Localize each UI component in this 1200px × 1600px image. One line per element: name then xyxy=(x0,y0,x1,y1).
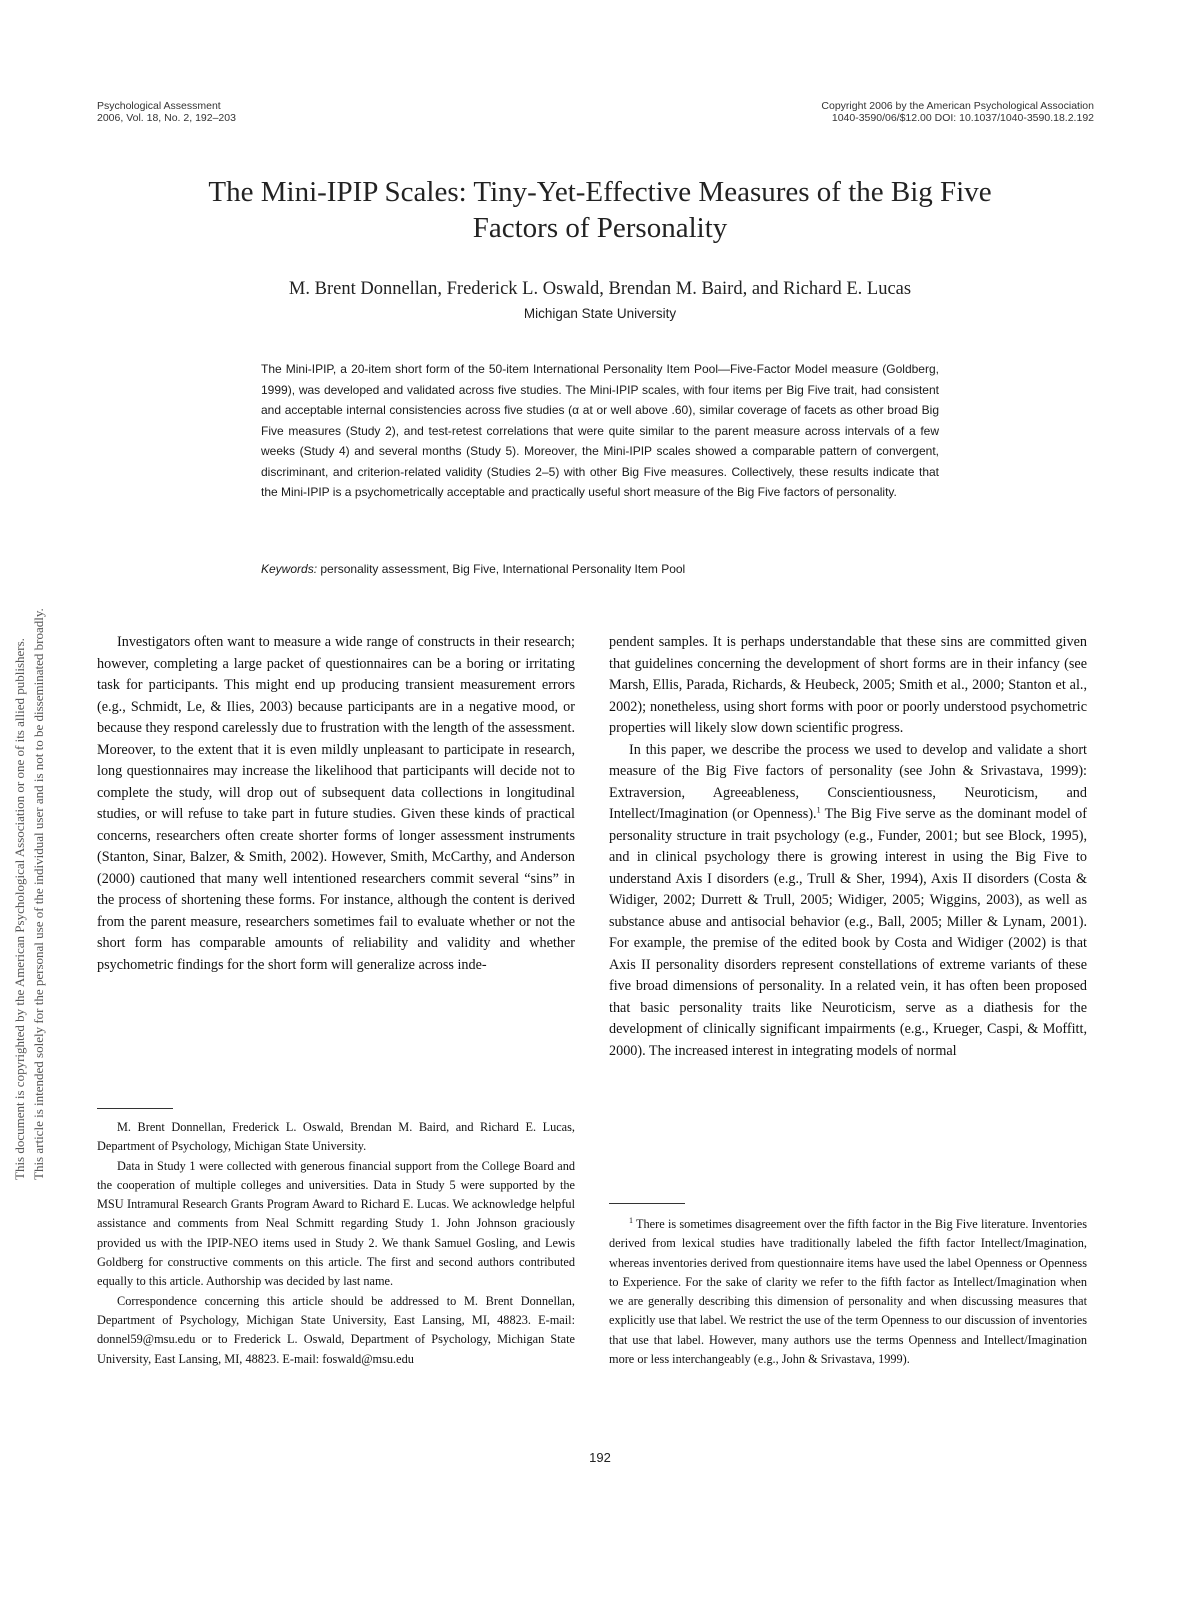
body-paragraph: Investigators often want to measure a wide range of constructs in their research; however, completing a large packet of questionnaires can be a boring or irritating task for participants. This might end up producing transient measurement errors (e.g., Schmidt, Le, & Ilies, 2003) because participants are in a negative mood, or because they respond carelessly due to frustration with the length of the assessment. Moreover, to the extent that it is even mildly unpleasant to participate in research, long questionnaires may increase the likelihood that participants will decide not to complete the study, will drop out of subsequent data collections in longitudinal studies, or will refuse to take part in future studies. Given these kinds of practical concerns, researchers often create shorter forms of longer assessment instruments (Stanton, Sinar, Balzer, & Smith, 2002). However, Smith, McCarthy, and Anderson (2000) cautioned that many well intentioned researchers commit several “sins” in the process of shortening these forms. For instance, although the content is derived from the parent measure, researchers sometimes fail to evaluate whether or not the short form has comparable amounts of reliability and validity and whether psychometric findings for the short form will generalize across inde- xyxy=(97,634,575,973)
journal-info xyxy=(97,100,236,124)
paragraph-text: The Big Five serve as the dominant model of personality structure in trait psychology (e.g., Funder, 2001; but see Block, 1995), and in clinical psychology there is growing interest in using the Big Five to understand Axis I disorders (e.g., Trull & Sher, 1994), Axis II disorders (Costa & Widiger, 2002; Durrett & Trull, 2005; Widiger, 2005; Wiggins, 2003), as well as substance abuse and antisocial behavior (e.g., Ball, 2005; Miller & Lynam, 2001). For example, the premise of the edited book by Costa and Widiger (2002) is that Axis II personality disorders represent constellations of extreme variants of these five broad dimensions of personality. In a related vein, it has often been proposed that basic personality traits like Neuroticism, serve as a diathesis for the development of clinically significant impairments (e.g., Krueger, Caspi, & Moffitt, 2000). The increased interest in integrating models of normal xyxy=(609,806,1088,1059)
author-note-correspondence: Correspondence concerning this article should be addressed to M. Brent Donnellan, Department of Psychology, Michigan State University, East Lansing, MI, 48823. E-mail: donnel59@msu.edu or to Frederick L. Oswald, Department of Psychology, Michigan State University, East Lansing, MI, 48823. E-mail: foswald@msu.edu xyxy=(97,1293,575,1366)
footnote-marker: 1 xyxy=(816,805,821,815)
keywords xyxy=(261,562,939,576)
title-line-2: Factors of Personality xyxy=(472,212,728,244)
body-column-right xyxy=(609,632,1087,1062)
footnote-divider xyxy=(97,1108,173,1109)
copyright-info xyxy=(821,100,1094,124)
author-list: M. Brent Donnellan, Frederick L. Oswald, Brendan M. Baird, and Richard E. Lucas xyxy=(288,279,912,299)
page-number: 192 xyxy=(589,1450,611,1465)
body-paragraph-continued: pendent samples. It is perhaps understandable that these sins are committed given that guidelines concerning the development of short forms are in their infancy (see Marsh, Ellis, Parada, Richards, & Heubeck, 2005; Smith et al., 2000; Stanton et al., 2002); nonetheless, using short forms with poor or poorly understood psychometric properties will likely slow down scientific progress. xyxy=(609,634,1087,736)
author-notes xyxy=(97,1118,575,1369)
footnote xyxy=(609,1215,1087,1369)
author-note-acknowledgments: Data in Study 1 were collected with generous financial support from the College Board and the cooperation of multiple colleges and universities. Data in Study 5 were supported by the MSU Intramural Research Grants Program Award to Richard E. Lucas. We acknowledge helpful assistance and comments from Neal Schmitt regarding Study 1. John Johnson graciously provided us with the IPIP-NEO items used in Study 2. We thank Samuel Gosling, and Lewis Goldberg for constructive comments on this article. The first and second authors contributed equally to this article. Authorship was decided by last name. xyxy=(97,1158,575,1289)
journal-volume: 2006, Vol. 18, No. 2, 192–203 xyxy=(97,112,236,124)
abstract: The Mini-IPIP, a 20-item short form of the 50-item International Personality Item Pool—Five-Factor Model measure (Goldberg, 1999), was developed and validated across five studies. The Mini-IPIP scales, with four items per Big Five trait, had consistent and acceptable internal consistencies across five studies (α at or well above .60), similar coverage of facets as other broad Big Five measures (Study 2), and test-retest correlations that were quite similar to the parent measure across intervals of a few weeks (Study 4) and several months (Study 5). Moreover, the Mini-IPIP scales showed a comparable pattern of convergent, discriminant, and criterion-related validity (Studies 2–5) with other Big Five measures. Collectively, these results indicate that the Mini-IPIP is a psychometrically acceptable and practically useful short measure of the Big Five factors of personality. xyxy=(261,362,939,499)
copyright-side-note xyxy=(10,180,48,1180)
journal-name: Psychological Assessment xyxy=(97,100,221,112)
side-note-line-2: This article is intended solely for the personal use of the individual user and is not to be disseminated broadly. xyxy=(31,608,46,1180)
author-note-affiliation: M. Brent Donnellan, Frederick L. Oswald, Brendan M. Baird, and Richard E. Lucas, Department of Psychology, Michigan State University. xyxy=(97,1120,575,1154)
footnote-text xyxy=(609,1215,1087,1369)
affiliation: Michigan State University xyxy=(523,306,677,321)
keywords-label: Keywords: xyxy=(261,562,318,576)
footnote-divider xyxy=(609,1203,685,1204)
body-column-left xyxy=(97,632,575,976)
keywords-text: personality assessment, Big Five, International Personality Item Pool xyxy=(320,562,686,576)
doi-line: 1040-3590/06/$12.00 DOI: 10.1037/1040-3590.18.2.192 xyxy=(831,112,1094,124)
footnote-body: There is sometimes disagreement over the fifth factor in the Big Five literature. Inventories derived from lexical studies have traditionally labeled the fifth factor Intellect/Imagination, whereas inventories derived from questionnaire items have used the label Openness or Openness to Experience. For the sake of clarity we refer to the fifth factor as Intellect/Imagination when we are generally describing this dimension of personality and when discussing measures that explicitly use that label. We restrict the use of the term Openness to our discussion of inventories that use that label. However, many authors use the terms Openness and Intellect/Imagination more or less interchangeably (e.g., John & Srivastava, 1999). xyxy=(609,1217,1087,1367)
article-title xyxy=(100,174,1100,246)
footnote-number: 1 xyxy=(629,1215,633,1225)
copyright-notice: Copyright 2006 by the American Psychological Association xyxy=(821,100,1094,112)
body-paragraph xyxy=(609,740,1087,1063)
title-line-1: The Mini-IPIP Scales: Tiny-Yet-Effective Measures of the Big Five xyxy=(208,176,992,208)
side-note-line-1: This document is copyrighted by the American Psychological Association or one of its allied publishers. xyxy=(12,638,27,1180)
paragraph-text: In this paper, we describe the process we used to develop and validate a short measure of the Big Five factors of personality (see John & Srivastava, 1999): Extraversion, Agreeableness, Conscientiousness, Neuroticism, and Intellect/Imagination (or Openness). xyxy=(609,741,1087,822)
